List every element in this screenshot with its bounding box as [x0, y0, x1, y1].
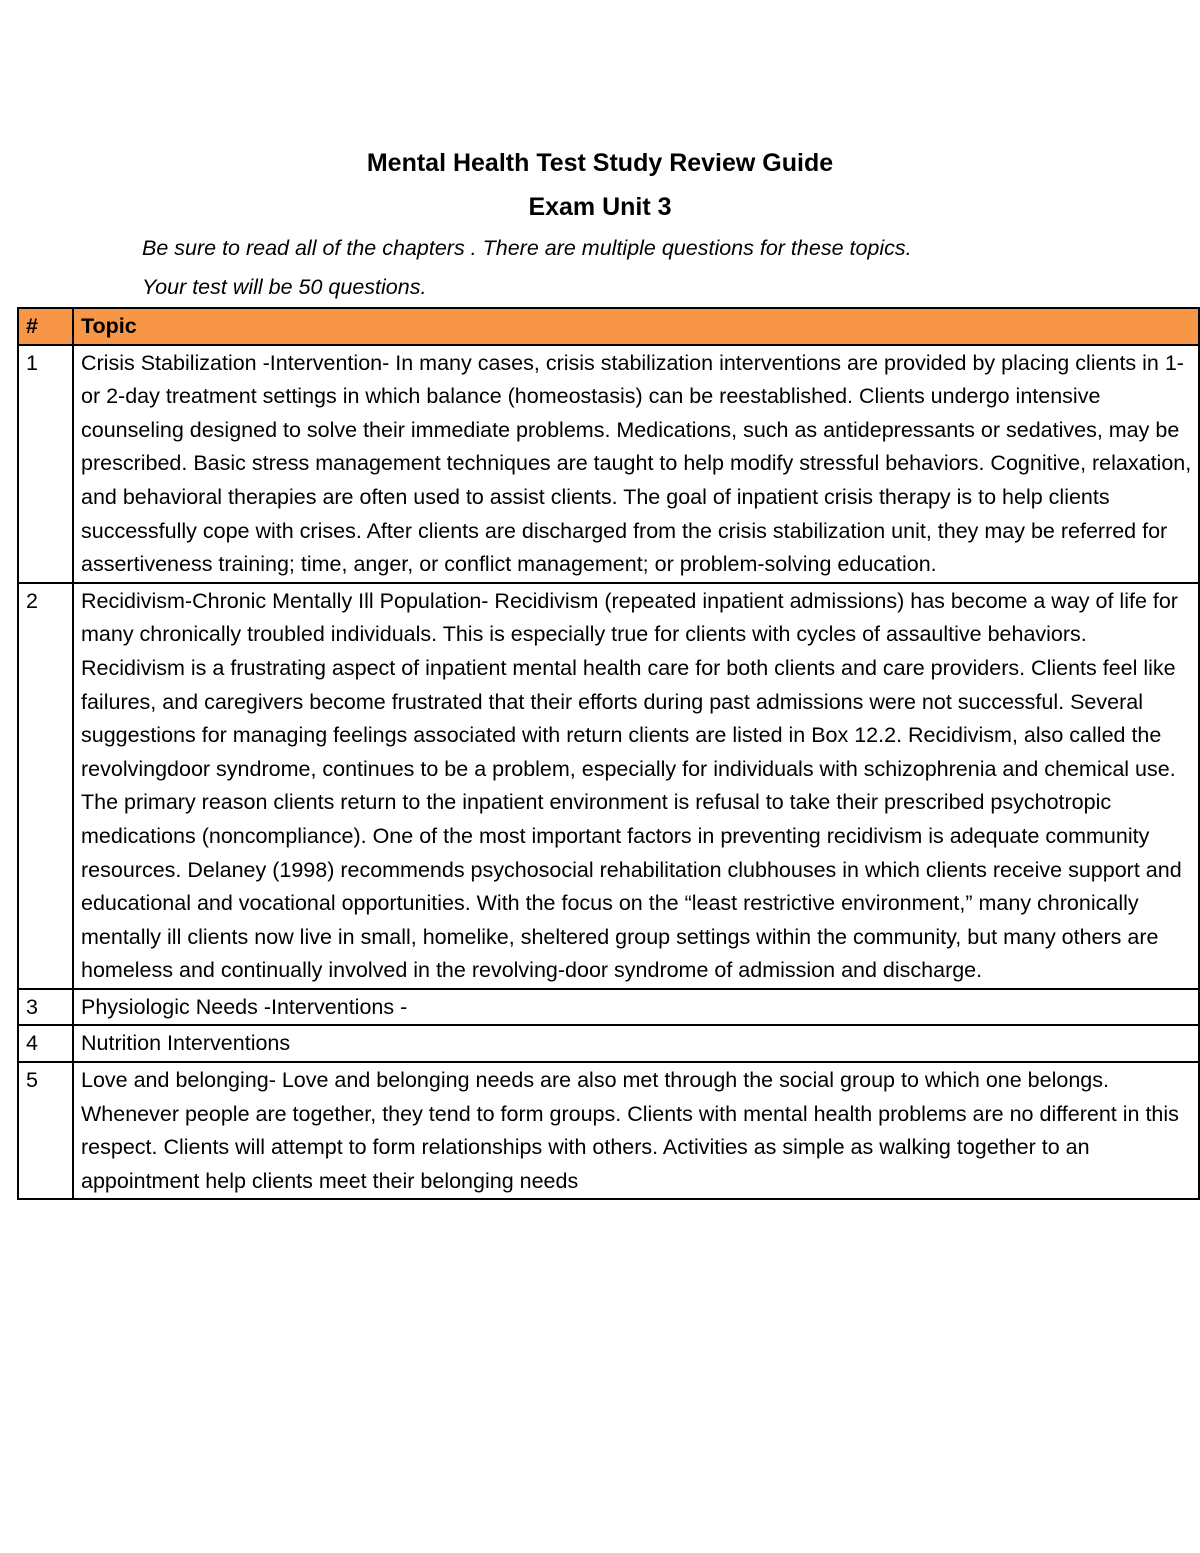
header-number: # — [18, 308, 73, 345]
header-topic: Topic — [73, 308, 1199, 345]
row-number: 3 — [18, 989, 73, 1026]
table-row — [18, 1025, 1199, 1062]
row-topic: Love and belonging- Love and belonging needs are also met through the social group to which one belongs. Whenever people are together, they tend to form groups. Clients with mental health problems are no different in this respect. Clients will attempt to form relationships with others. Activities as simple as walking together to an appointment help clients meet their belonging needs — [73, 1062, 1199, 1199]
table-row — [18, 583, 1199, 989]
row-number: 4 — [18, 1025, 73, 1062]
table-row — [18, 989, 1199, 1026]
document-subtitle: Exam Unit 3 — [528, 193, 672, 221]
row-number: 2 — [18, 583, 73, 989]
table-row — [18, 345, 1199, 583]
document-title: Mental Health Test Study Review Guide — [366, 149, 834, 177]
table-row — [18, 1062, 1199, 1199]
row-topic: Recidivism-Chronic Mentally Ill Population- Recidivism (repeated inpatient admissions) has become a way of life for many chronically troubled individuals. This is especially true for clients with cycles of assaultive behaviors. Recidivism is a frustrating aspect of inpatient mental health care for both clients and care providers. Clients feel like failures, and caregivers become frustrated that their efforts during past admissions were not successful. Several suggestions for managing feelings associated with return clients are listed in Box 12.2. Recidivism, also called the revolvingdoor syndrome, continues to be a problem, especially for individuals with schizophrenia and chemical use. The primary reason clients return to the inpatient environment is refusal to take their prescribed psychotropic medications (noncompliance). One of the most important factors in preventing recidivism is adequate community resources. Delaney (1998) recommends psychosocial rehabilitation clubhouses in which clients receive support and educational and vocational opportunities. With the focus on the “least restrictive environment,” many chronically mentally ill clients now live in small, homelike, sheltered group settings within the community, but many others are homeless and continually involved in the revolving-door syndrome of admission and discharge. — [73, 583, 1199, 989]
row-number: 5 — [18, 1062, 73, 1199]
topics-table — [17, 307, 1200, 1200]
instruction-note-line-2: Your test will be 50 questions. — [142, 275, 427, 299]
row-topic: Crisis Stabilization -Intervention- In many cases, crisis stabilization interventions are provided by placing clients in 1- or 2-day treatment settings in which balance (homeostasis) can be reestablished. Clients undergo intensive counseling designed to solve their immediate problems. Medications, such as antidepressants or sedatives, may be prescribed. Basic stress management techniques are taught to help modify stressful behaviors. Cognitive, relaxation, and behavioral therapies are often used to assist clients. The goal of inpatient crisis therapy is to help clients successfully cope with crises. After clients are discharged from the crisis stabilization unit, they may be referred for assertiveness training; time, anger, or conflict management; or problem-solving education. — [73, 345, 1199, 583]
instruction-note-line-1: Be sure to read all of the chapters . There are multiple questions for these topics. — [142, 236, 912, 260]
table-header-row — [18, 308, 1199, 345]
row-number: 1 — [18, 345, 73, 583]
row-topic: Physiologic Needs -Interventions - — [73, 989, 1199, 1026]
row-topic: Nutrition Interventions — [73, 1025, 1199, 1062]
